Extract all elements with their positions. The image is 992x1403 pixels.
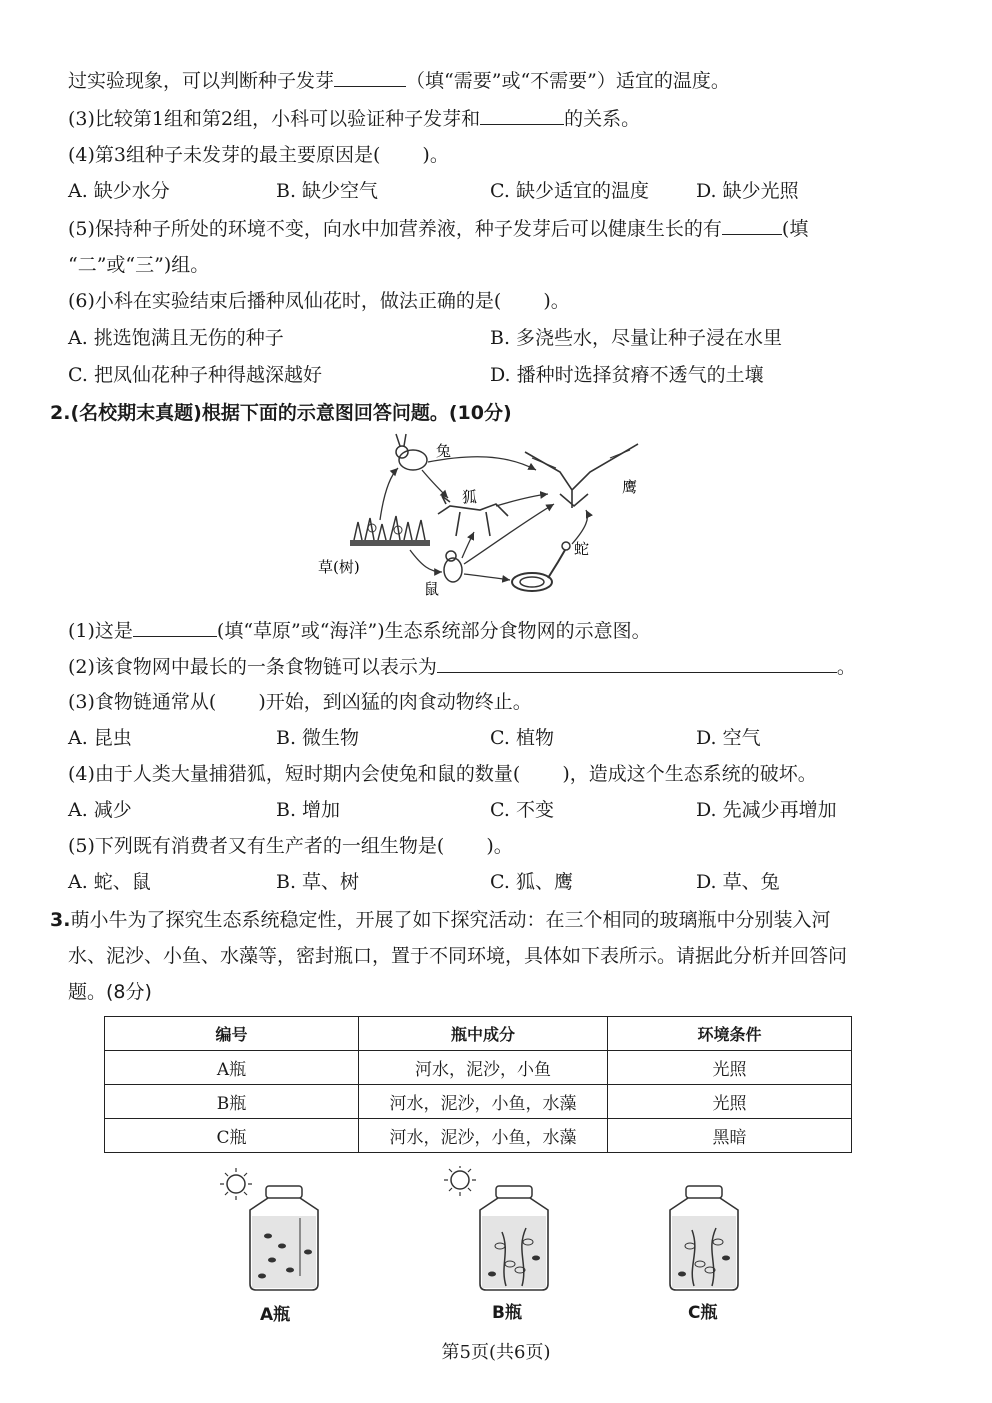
q2-sub5-text-a: (5)下列既有消费者又有生产者的一组生物是( — [68, 835, 445, 857]
q2-sub2 — [68, 652, 856, 681]
q2-sub2-text-a: (2)该食物网中最长的一条食物链可以表示为 — [68, 656, 437, 678]
label-eagle: 鹰 — [622, 478, 638, 496]
answer-blank[interactable] — [480, 104, 564, 125]
option-d[interactable]: D. 草、兔 — [696, 871, 780, 893]
cell-id: A瓶 — [105, 1051, 359, 1085]
bottle-b — [480, 1186, 548, 1290]
q1-sub6-text-b: )。 — [543, 290, 570, 312]
q1-cont-text-b: （填“需要”或“不需要”）适宜的温度。 — [406, 70, 730, 92]
label-rabbit: 兔 — [436, 442, 452, 460]
q3-line1 — [50, 906, 830, 934]
option-c[interactable]: C. 缺少适宜的温度 — [490, 180, 649, 202]
sun-icon — [220, 1168, 252, 1200]
header-id: 编号 — [105, 1017, 359, 1051]
rabbit-icon — [396, 434, 427, 470]
mouse-icon — [444, 551, 462, 582]
table-header-row — [105, 1017, 852, 1051]
cell-contents: 河水，泥沙，小鱼 — [359, 1051, 608, 1085]
label-grass: 草(树) — [318, 558, 360, 576]
question-number: 2. — [50, 402, 71, 424]
q1-sub5-text-c: “二”或“三”)组。 — [68, 254, 210, 276]
snake-icon — [512, 542, 570, 591]
q1-cont-text-a: 过实验现象，可以判断种子发芽 — [68, 70, 335, 92]
table-row — [105, 1051, 852, 1085]
q3-text-line3: 题。(8分) — [68, 981, 152, 1003]
arrow-fox-eagle — [496, 494, 548, 506]
q1-sub4 — [68, 141, 449, 169]
option-a[interactable]: A. 缺少水分 — [68, 180, 170, 202]
q1-sub6-options-row1 — [68, 324, 928, 352]
bottle-b-label: B瓶 — [492, 1303, 522, 1323]
q3-text-line2: 水、泥沙、小鱼、水藻等，密封瓶口，置于不同环境，具体如下表所示。请据此分析并回答问 — [68, 945, 848, 967]
option-c[interactable]: C. 狐、鹰 — [490, 871, 573, 893]
option-b[interactable]: B. 草、树 — [276, 871, 360, 893]
q2-sub1-text-a: (1)这是 — [68, 620, 133, 642]
answer-blank[interactable] — [334, 66, 406, 87]
q1-sub3-text-b: 的关系。 — [564, 108, 641, 130]
option-a[interactable]: A. 蛇、鼠 — [68, 871, 151, 893]
q2-sub3-text-a: (3)食物链通常从( — [68, 691, 217, 713]
option-b[interactable]: B. 多浇些水，尽量让种子浸在水里 — [490, 327, 783, 349]
q2-sub4-text-b: )，造成这个生态系统的破坏。 — [562, 763, 817, 785]
header-environment: 环境条件 — [608, 1017, 852, 1051]
q2-sub5 — [68, 832, 513, 860]
option-b[interactable]: B. 微生物 — [276, 727, 360, 749]
answer-blank[interactable] — [722, 214, 782, 235]
bottle-c-label: C瓶 — [688, 1303, 718, 1323]
table-row — [105, 1119, 852, 1153]
option-a[interactable]: A. 减少 — [68, 799, 132, 821]
option-a[interactable]: A. 挑选饱满且无伤的种子 — [68, 327, 284, 349]
q1-sub4-text-a: (4)第3组种子未发芽的最主要原因是( — [68, 144, 381, 166]
q1-sub6-text-a: (6)小科在实验结束后播种凤仙花时，做法正确的是( — [68, 290, 502, 312]
cell-contents: 河水，泥沙，小鱼，水藻 — [359, 1085, 608, 1119]
q2-sub3-text-b: )开始，到凶猛的肉食动物终止。 — [258, 691, 532, 713]
option-a[interactable]: A. 昆虫 — [68, 727, 132, 749]
q3-line2 — [68, 942, 847, 970]
food-web-diagram — [310, 432, 660, 607]
q3-text-line1: 萌小牛为了探究生态系统稳定性，开展了如下探究活动：在三个相同的玻璃瓶中分别装入河 — [70, 909, 831, 931]
option-b[interactable]: B. 缺少空气 — [276, 180, 379, 202]
q1-sub6 — [68, 287, 570, 315]
arrow-snake-eagle — [572, 510, 587, 544]
q2-sub5-text-b: )。 — [486, 835, 513, 857]
arrow-rabbit-fox — [422, 470, 448, 498]
header-contents: 瓶中成分 — [359, 1017, 608, 1051]
q1-sub5-cont — [68, 251, 209, 279]
q2-sub2-text-b: 。 — [836, 656, 856, 678]
q1-sub5-text-b: (填 — [781, 218, 809, 240]
question-number: 3. — [50, 909, 71, 931]
table-row — [105, 1085, 852, 1119]
q3-line3 — [68, 978, 152, 1006]
arrow-grass-rabbit — [380, 468, 398, 520]
bottle-c — [670, 1186, 738, 1290]
cell-environment: 黑暗 — [608, 1119, 852, 1153]
label-snake: 蛇 — [574, 540, 590, 558]
arrow-grass-mouse — [410, 550, 442, 572]
q1-sub3-text-a: (3)比较第1组和第2组，小科可以验证种子发芽和 — [68, 108, 481, 130]
q1-sub5 — [68, 214, 808, 243]
option-d[interactable]: D. 缺少光照 — [696, 180, 799, 202]
bottle-a-label: A瓶 — [260, 1305, 291, 1325]
label-fox: 狐 — [462, 488, 478, 506]
cell-environment: 光照 — [608, 1085, 852, 1119]
option-d[interactable]: D. 播种时选择贫瘠不透气的土壤 — [490, 364, 764, 386]
option-d[interactable]: D. 先减少再增加 — [696, 799, 837, 821]
q2-title: (名校期末真题)根据下面的示意图回答问题。(10分) — [70, 402, 512, 424]
arrow-mouse-fox — [462, 532, 474, 558]
q2-sub4 — [68, 760, 817, 788]
sun-icon — [444, 1166, 476, 1196]
experiment-table — [104, 1016, 852, 1153]
q1-continued-line — [68, 66, 730, 95]
option-d[interactable]: D. 空气 — [696, 727, 761, 749]
answer-blank[interactable] — [133, 616, 217, 637]
q1-sub3 — [68, 104, 640, 133]
arrow-mouse-eagle — [464, 504, 554, 564]
q1-sub4-text-b: )。 — [422, 144, 449, 166]
q2-sub4-text-a: (4)由于人类大量捕猎狐，短时期内会使兔和鼠的数量( — [68, 763, 521, 785]
cell-id: C瓶 — [105, 1119, 359, 1153]
q2-sub1 — [68, 616, 651, 645]
q2-heading — [50, 399, 512, 427]
option-b[interactable]: B. 增加 — [276, 799, 341, 821]
q2-sub5-options — [68, 868, 928, 896]
cell-contents: 河水，泥沙，小鱼，水藻 — [359, 1119, 608, 1153]
bottle-a — [250, 1186, 318, 1290]
q2-sub4-options — [68, 796, 928, 824]
eagle-icon — [525, 444, 638, 508]
q1-sub6-options-row2 — [68, 361, 928, 389]
option-c[interactable]: C. 不变 — [490, 799, 554, 821]
q2-sub3-options — [68, 724, 928, 752]
q2-sub3 — [68, 688, 532, 716]
label-mouse: 鼠 — [424, 580, 440, 598]
q2-sub1-text-b: (填“草原”或“海洋”)生态系统部分食物网的示意图。 — [216, 620, 651, 642]
bottles-illustration — [210, 1166, 770, 1302]
arrow-mouse-snake — [464, 574, 510, 580]
cell-environment: 光照 — [608, 1051, 852, 1085]
option-c[interactable]: C. 植物 — [490, 727, 554, 749]
q1-sub5-text-a: (5)保持种子所处的环境不变，向水中加营养液，种子发芽后可以健康生长的有 — [68, 218, 722, 240]
q1-sub4-options — [68, 177, 928, 205]
option-c[interactable]: C. 把凤仙花种子种得越深越好 — [68, 364, 322, 386]
answer-blank[interactable] — [437, 652, 837, 673]
page-number-footer: 第5页(共6页) — [441, 1342, 551, 1363]
grass-icon — [350, 516, 430, 546]
cell-id: B瓶 — [105, 1085, 359, 1119]
